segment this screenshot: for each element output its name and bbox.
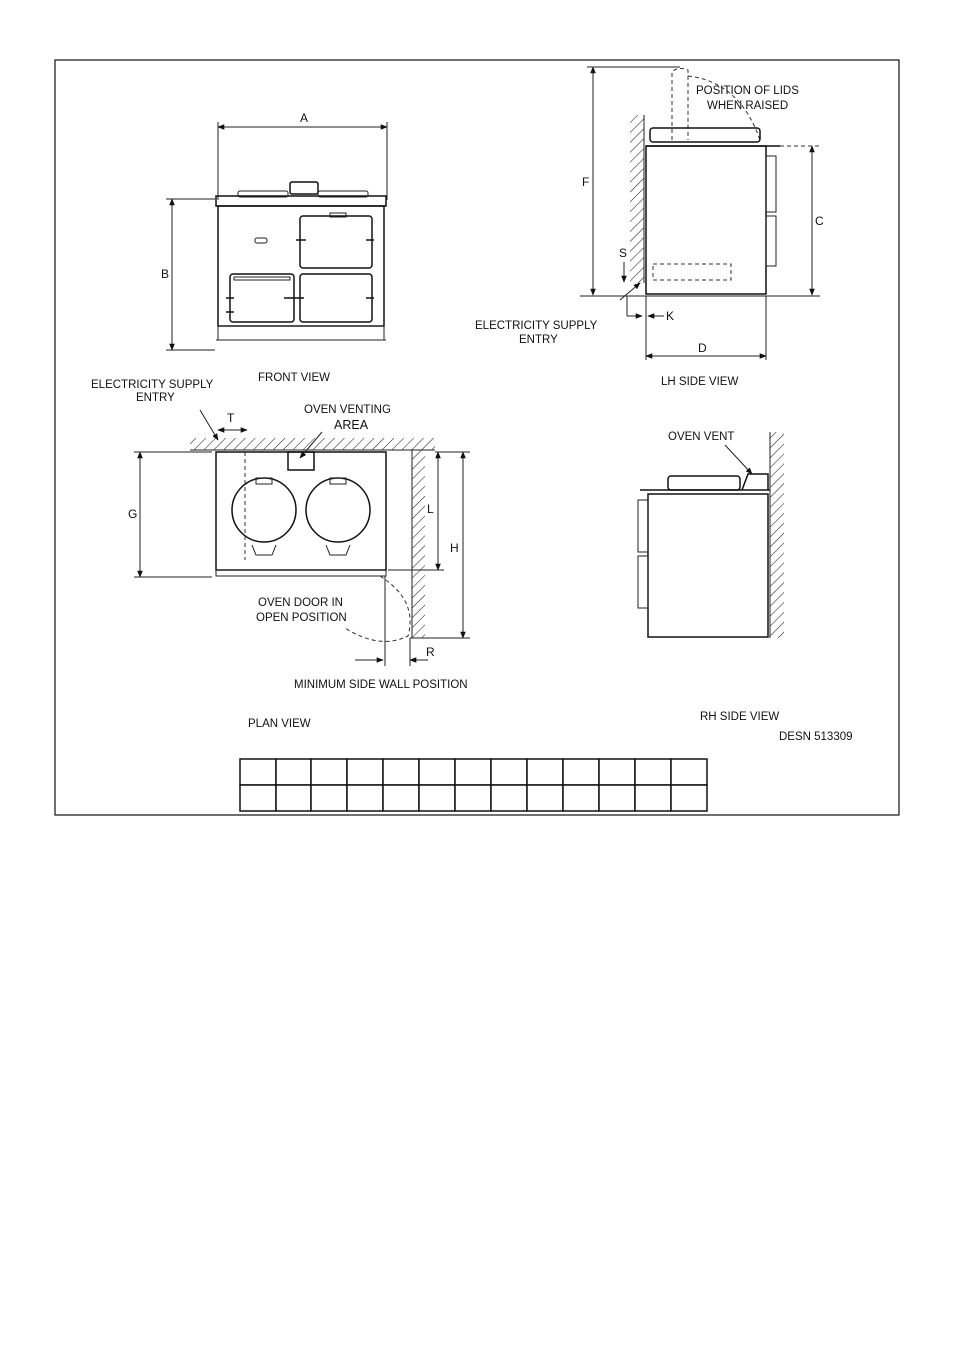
elec-entry-label-side-1: ELECTRICITY SUPPLY xyxy=(475,320,598,332)
rh-wall-hatch xyxy=(770,432,784,638)
dim-label-g: G xyxy=(128,507,138,521)
lids-label-line2: WHEN RAISED xyxy=(707,100,789,112)
elec-entry-label-plan-2: ENTRY xyxy=(136,392,175,404)
dim-label-k: K xyxy=(666,309,675,323)
table-cell xyxy=(671,785,707,811)
oven-door-label-1: OVEN DOOR IN xyxy=(258,597,343,609)
plan-side-wall-hatch xyxy=(412,450,425,638)
dim-label-r: R xyxy=(426,645,435,659)
raised-lid-outline xyxy=(672,68,688,140)
front-view-label: FRONT VIEW xyxy=(258,372,330,384)
oven-door-top-right xyxy=(300,216,372,268)
lids-label-line1: POSITION OF LIDS xyxy=(696,85,799,97)
side-hotplate-lid xyxy=(650,128,760,142)
rh-oven-vent xyxy=(742,474,768,490)
front-view xyxy=(161,111,387,384)
hotplate-right xyxy=(306,478,370,542)
table-cell xyxy=(419,785,455,811)
table-cell xyxy=(347,785,383,811)
plan-view xyxy=(91,379,470,730)
dim-label-s: S xyxy=(619,246,628,260)
table-cell xyxy=(527,785,563,811)
table-cell xyxy=(491,785,527,811)
dim-label-l: L xyxy=(427,502,434,516)
rh-side-body xyxy=(648,494,768,637)
table-cell xyxy=(347,759,383,785)
rh-hotplate-lid xyxy=(668,476,740,490)
drawing-number: DESN 513309 xyxy=(779,731,853,743)
table-cell xyxy=(599,759,635,785)
table-cell xyxy=(419,759,455,785)
cooker-body-front xyxy=(218,206,384,326)
dimension-table xyxy=(240,759,707,811)
table-cell xyxy=(491,759,527,785)
badge-oval xyxy=(255,238,267,243)
table-cell xyxy=(240,759,276,785)
table-cell xyxy=(563,785,599,811)
plan-view-label: PLAN VIEW xyxy=(248,718,311,730)
rh-side-view xyxy=(638,431,853,743)
elec-entry-label-plan-1: ELECTRICITY SUPPLY xyxy=(91,379,214,391)
rear-wall-hatch xyxy=(630,115,644,283)
table-cell xyxy=(276,785,311,811)
elec-entry-label-side-2: ENTRY xyxy=(519,334,558,346)
oven-venting-label-2: AREA xyxy=(334,418,369,432)
table-cell xyxy=(635,785,671,811)
dim-label-a: A xyxy=(300,111,309,125)
plan-oven-vent xyxy=(288,452,314,470)
table-cell xyxy=(383,785,419,811)
min-side-wall-label: MINIMUM SIDE WALL POSITION xyxy=(294,679,468,691)
lh-side-view-label: LH SIDE VIEW xyxy=(661,376,739,388)
table-cell xyxy=(635,759,671,785)
table-cell xyxy=(311,759,347,785)
dim-label-d: D xyxy=(698,341,707,355)
door-handle-left xyxy=(234,277,290,280)
table-cell xyxy=(671,759,707,785)
dim-label-f: F xyxy=(582,175,590,189)
top-vent xyxy=(290,182,318,194)
dim-label-c: C xyxy=(815,214,824,228)
table-cell xyxy=(455,785,491,811)
oven-venting-label-1: OVEN VENTING xyxy=(304,404,391,416)
table-cell xyxy=(276,759,311,785)
dim-label-h: H xyxy=(450,541,459,555)
plinth xyxy=(218,326,384,340)
side-door-edge xyxy=(766,156,776,212)
lh-side-view xyxy=(475,67,824,388)
oven-vent-label: OVEN VENT xyxy=(668,431,735,443)
door-swing-arc xyxy=(345,576,410,641)
table-cell xyxy=(311,785,347,811)
side-body xyxy=(646,146,766,294)
dim-label-t: T xyxy=(227,411,235,425)
table-cell xyxy=(563,759,599,785)
table-cell xyxy=(240,785,276,811)
table-cell xyxy=(599,785,635,811)
rh-side-view-label: RH SIDE VIEW xyxy=(700,711,780,723)
hotplate-left xyxy=(232,478,296,542)
table-cell xyxy=(383,759,419,785)
dim-label-b: B xyxy=(161,267,170,281)
table-cell xyxy=(527,759,563,785)
table-cell xyxy=(455,759,491,785)
oven-door-bottom-right xyxy=(300,274,372,322)
oven-door-label-2: OPEN POSITION xyxy=(256,612,347,624)
